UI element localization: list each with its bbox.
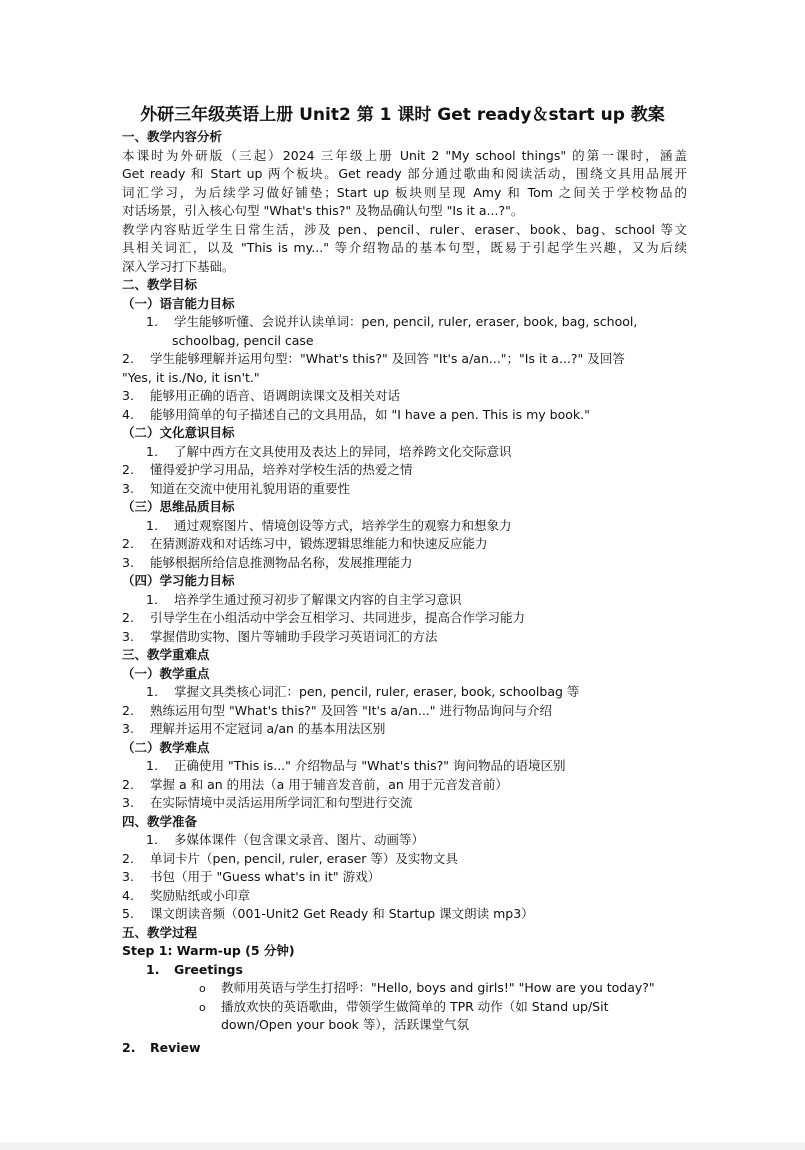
list-item [122, 776, 687, 795]
step-item-greetings [122, 961, 687, 980]
list-number: 1. [146, 443, 158, 459]
list-text: 学生能够听懂、会说并认读单词：pen, pencil, ruler, eraser, book, bag, school, [174, 314, 638, 329]
section-heading-key-points: 三、教学重难点 [122, 647, 210, 662]
section-heading-process: 五、教学过程 [122, 924, 198, 940]
subsection-heading-difficult: （二）教学难点 [122, 739, 210, 755]
step-heading-warmup: Step 1: Warm-up (5 分钟) [122, 943, 295, 958]
paragraph-line: 深入学习打下基础。 [122, 258, 235, 274]
list-text: 通过观察图片、情境创设等方式，培养学生的观察力和想象力 [174, 517, 512, 533]
list-number: 3. [122, 480, 134, 496]
list-text: 知道在交流中使用礼貌用语的重要性 [150, 480, 351, 496]
document-body [122, 128, 687, 1057]
list-number: 2. [122, 351, 134, 366]
paragraph-line: 教学内容贴近学生日常生活，涉及 pen、pencil、ruler、eraser、book、bag、school 等文 [122, 221, 687, 237]
list-number: 3. [122, 554, 134, 570]
list-number: 1. [146, 832, 158, 847]
list-item [122, 554, 687, 573]
subsection-heading-learning: （四）学习能力目标 [122, 573, 235, 588]
list-text: 在猜测游戏和对话练习中，锻炼逻辑思维能力和快速反应能力 [150, 536, 488, 551]
list-text: 了解中西方在文具使用及表达上的异同，培养跨文化交际意识 [174, 443, 512, 459]
list-item-continuation: schoolbag, pencil case [172, 332, 314, 348]
bullet-item [122, 979, 687, 998]
subsection-heading-language: （一）语言能力目标 [122, 295, 235, 311]
list-text: 懂得爱护学习用品，培养对学校生活的热爱之情 [150, 462, 413, 477]
list-number: 3. [122, 628, 134, 644]
section-heading-objectives: 二、教学目标 [122, 277, 198, 292]
list-text: 熟练运用句型 "What's this?" 及回答 "It's a/an..." 进行物品询问与介绍 [150, 702, 552, 718]
subsection-heading-culture: （二）文化意识目标 [122, 425, 235, 440]
list-number: 3. [122, 795, 134, 810]
list-text: 能够用正确的语音、语调朗读课文及相关对话 [150, 388, 401, 403]
list-number: 5. [122, 906, 134, 921]
list-number: 2. [122, 702, 134, 718]
list-text: Review [150, 1039, 201, 1055]
list-text: Greetings [174, 961, 243, 977]
list-text: 学生能够理解并运用句型："What's this?" 及回答 "It's a/an..."；"Is it a...?" 及回答 [150, 351, 625, 366]
list-item [122, 480, 687, 499]
list-item [122, 443, 687, 462]
list-text: 掌握 a 和 an 的用法（a 用于辅音发音前，an 用于元音发音前） [150, 776, 508, 792]
list-item-continuation: "Yes, it is./No, it isn't." [122, 369, 260, 385]
list-item [122, 591, 687, 610]
section-heading-preparation: 四、教学准备 [122, 813, 198, 829]
list-item [122, 794, 687, 813]
list-item [122, 683, 687, 702]
list-number: 1. [146, 758, 158, 773]
bullet-item-continuation: down/Open your book 等），活跃课堂气氛 [221, 1017, 470, 1032]
list-text: 能够根据所给信息推测物品名称，发展推理能力 [150, 554, 413, 570]
list-number: 3. [122, 721, 134, 736]
list-number: 1. [146, 684, 158, 699]
step-item-review [122, 1039, 687, 1058]
list-number: 1. [146, 517, 158, 533]
list-number: 2. [122, 1039, 136, 1055]
list-number: 4. [122, 406, 134, 422]
paragraph-line: 对话场景，引入核心句型 "What's this?" 及物品确认句型 "Is it a...?"。 [122, 203, 524, 218]
list-number: 1. [146, 314, 158, 329]
circle-bullet-icon: o [199, 982, 206, 995]
paragraph-line: 具相关词汇，以及 "This is my..." 等介绍物品的基本句型，既易于引起学生兴趣，又为后续 [122, 240, 687, 255]
list-item [122, 887, 687, 906]
document-title: 外研三年级英语上册 Unit2 第 1 课时 Get ready＆start up 教案 [140, 105, 665, 125]
bullet-item [122, 998, 687, 1017]
list-number: 3. [122, 388, 134, 403]
list-text: 培养学生通过预习初步了解课文内容的自主学习意识 [174, 591, 462, 607]
section-heading-analysis: 一、教学内容分析 [122, 129, 223, 144]
subsection-heading-key: （一）教学重点 [122, 665, 210, 681]
list-item [122, 517, 687, 536]
list-number: 2. [122, 776, 134, 792]
list-item [122, 868, 687, 887]
list-text: 掌握借助实物、图片等辅助手段学习英语词汇的方法 [150, 628, 438, 644]
bullet-text: 教师用英语与学生打招呼："Hello, boys and girls!" "How are you today?" [221, 980, 655, 995]
circle-bullet-icon: o [199, 1000, 206, 1014]
list-text: 理解并运用不定冠词 a/an 的基本用法区别 [150, 721, 386, 736]
list-item [122, 628, 687, 647]
subsection-heading-thinking: （三）思维品质目标 [122, 499, 235, 514]
list-item [122, 831, 687, 850]
list-number: 4. [122, 887, 134, 903]
list-number: 2. [122, 536, 134, 551]
list-text: 掌握文具类核心词汇：pen, pencil, ruler, eraser, book, schoolbag 等 [174, 684, 580, 699]
list-item [122, 850, 687, 869]
list-number: 2. [122, 850, 134, 866]
list-item [122, 720, 687, 739]
list-item [122, 757, 687, 776]
list-text: 能够用简单的句子描述自己的文具用品，如 "I have a pen. This is my book." [150, 406, 590, 422]
list-text: 奖励贴纸或小印章 [150, 887, 251, 903]
list-item [122, 350, 687, 369]
list-number: 2. [122, 462, 134, 477]
paragraph-line: 词汇学习，为后续学习做好铺垫；Start up 板块则呈现 Amy 和 Tom 之间关于学校物品的 [122, 184, 687, 200]
list-number: 3. [122, 869, 134, 884]
bullet-text: 播放欢快的英语歌曲，带领学生做简单的 TPR 动作（如 Stand up/Sit [221, 998, 609, 1014]
list-item [122, 461, 687, 480]
paragraph-line: Get ready 和 Start up 两个板块。Get ready 部分通过歌曲和阅读活动，围绕文具用品展开 [122, 166, 687, 181]
list-text: 书包（用于 "Guess what's in it" 游戏） [150, 869, 381, 884]
list-item [122, 406, 687, 425]
list-item [122, 609, 687, 628]
list-number: 2. [122, 610, 134, 625]
list-number: 1. [146, 961, 160, 977]
list-item [122, 905, 687, 924]
list-text: 单词卡片（pen, pencil, ruler, eraser 等）及实物文具 [150, 850, 458, 866]
list-text: 课文朗读音频（001-Unit2 Get Ready 和 Startup 课文朗读 mp3） [150, 906, 534, 921]
list-text: 多媒体课件（包含课文录音、图片、动画等） [174, 832, 425, 847]
list-item [122, 313, 687, 332]
list-text: 在实际情境中灵活运用所学词汇和句型进行交流 [150, 795, 413, 810]
list-item [122, 535, 687, 554]
page-bottom-edge [0, 1142, 805, 1150]
list-number: 1. [146, 591, 158, 607]
list-text: 正确使用 "This is..." 介绍物品与 "What's this?" 询问物品的语境区别 [174, 758, 566, 773]
list-item [122, 387, 687, 406]
list-item [122, 702, 687, 721]
list-text: 引导学生在小组活动中学会互相学习、共同进步，提高合作学习能力 [150, 610, 526, 625]
paragraph-line: 本课时为外研版（三起）2024 三年级上册 Unit 2 "My school things" 的第一课时，涵盖 [122, 147, 687, 163]
